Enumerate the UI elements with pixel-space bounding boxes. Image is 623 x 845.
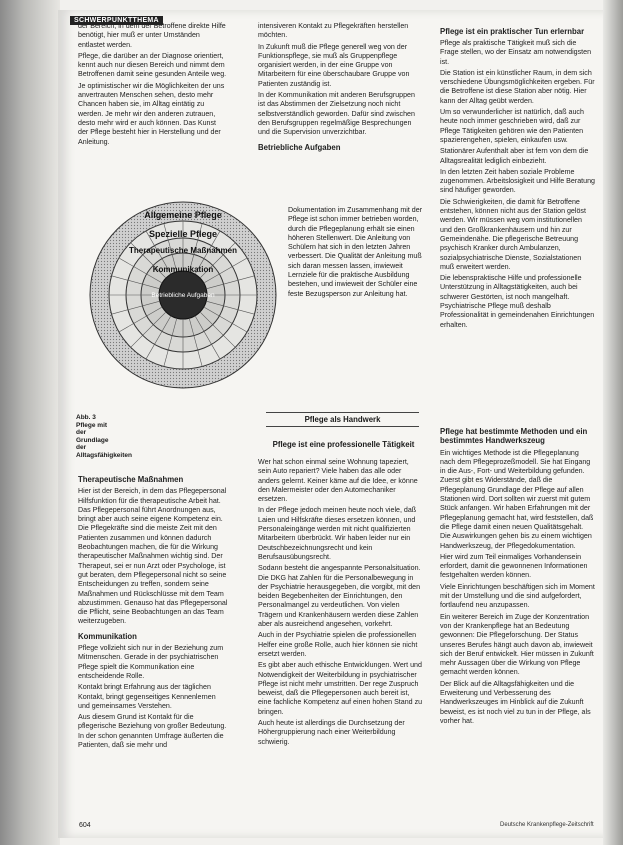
- column-1-bottom: [78, 470, 228, 752]
- paragraph: Sodann besteht die angespannte Personalsituation. Die DKG hat Zahlen für die Personalbewegung in der Psychiatrie herausgegeben, die vorgibt, mit den beiden Begebenheiten der Einrichtungen, den Personalmangel zu verdeutlichen. Von vielen Trägern und Krankenhäusern werden diese Zahlen aber als ausreichend angesehen, vorkehrt.: [258, 564, 421, 629]
- section-bar-heading: Pflege als Handwerk: [266, 412, 419, 427]
- figure-caption: Abb. 3 Pflege mit der Grundlage der Alltagsfähigkeiten: [76, 414, 132, 459]
- paragraph: Um so verwunderlicher ist natürlich, daß auch heute noch immer geschrieben wird, daß zur Pflege Tätigkeiten gehören wie den Patienten spazierengehen, spielen, einkaufen usw.: [440, 108, 584, 144]
- paragraph: Pflege als praktische Tätigkeit muß sich die Frage stellen, wo der Einsatz am notwendigsten ist.: [440, 39, 592, 66]
- paragraph: In der Kommunikation mit anderen Berufsgruppen ist das Abstimmen der Zielsetzung noch nicht selbstverständlich geworden. Dafür sind zwischen den Berufsgruppen regelmäßige Besprechungen und die Supervision unverzichtbar.: [258, 91, 415, 137]
- column-3-top: [440, 22, 595, 332]
- paragraph: In den letzten Zeit haben soziale Probleme zugenommen. Arbeitslosigkeit und Hilfe Beratung sind häufiger geworden.: [440, 167, 595, 195]
- ring-label: Allgemeine Pflege: [144, 210, 222, 220]
- rings-diagram: [88, 200, 278, 390]
- ring-label: Therapeutische Maßnahmen: [128, 246, 238, 255]
- concentric-rings-figure: [88, 200, 278, 390]
- paragraph: der Bereich, in dem der Betroffene direkte Hilfe benötigt, hier muß er unter Umständen entlastet werden.: [78, 22, 226, 49]
- paragraph: Auch heute ist allerdings die Durchsetzung der Höhergruppierung nach einer Weiterbildung schwierig.: [258, 719, 405, 746]
- section-heading: Pflege hat bestimmte Methoden und ein bestimmtes Handwerkszeug: [440, 427, 588, 446]
- paragraph: Wer hat schon einmal seine Wohnung tapeziert, sein Auto repariert? Viele haben das alle oder anders gelernt. Keiner käme auf die Idee, er könne den Malermeister oder den Automechaniker ersetzen.: [258, 458, 418, 504]
- page-number: 604: [79, 822, 91, 829]
- paragraph: Die Schwierigkeiten, die damit für Betroffene entstehen, können nicht aus der Station gelöst werden. Wir müssen weg vom institutionellen und den Großkrankenhäusern und hin zur Gemeindenähe. Die pflegerische Betreuung psychisch Kranker durch Ambulanzen, sozialpsychiatrische Dienste, Sozialstationen muß erweitert werden.: [440, 197, 586, 271]
- page-fore-edge: [603, 0, 623, 845]
- paragraph: Pflege, die darüber an der Diagnose orientiert, kennt auch nur diesen Bereich und nimmt dem Betroffenen damit seine gesunden Anteile weg.: [78, 51, 227, 79]
- section-heading: Kommunikation: [78, 631, 137, 641]
- paragraph: Stationärer Aufenthalt aber ist fern von dem die Alltagsrealität lediglich einbezieht.: [440, 147, 589, 165]
- paragraph: Pflege vollzieht sich nur in der Beziehung zum Mitmenschen. Gerade in der psychiatrischen Pflege spielt die Kommunikation eine entscheidende Rolle.: [78, 644, 224, 680]
- column-2-bottom: [258, 458, 423, 749]
- book-binding-edge: [0, 0, 60, 845]
- ring-label: Kommunikation: [152, 265, 214, 274]
- paragraph: Ein wichtiges Methode ist die Pflegeplanung nach dem Pflegeprozeßmodell. Sie hat Eingang in die Aus-, Fort- und Weiterbildung gefunden. Zuerst gibt es Widerstände, daß die Pflegeplanung Grundlage der Pflege auf allen Stationen wird. Dort sollten wir zuerst mit gutem Stück anfangen. Wir haben Erfahrungen mit der Pflegeplanung gemacht hat, wird feststellen, daß die Pflege damit einen neuen Qualitätsgehalt. Die Auswirkungen gehen bis zu einem wichtigen Handwerkszeug, der Pflegedokumentation.: [440, 448, 594, 550]
- paragraph: Ein weiterer Bereich im Zuge der Konzentration von der Krankenpflege hat an Bedeutung gewonnen: Die Pflegeforschung. Der Status unseres Berufes hängt auch davon ab, inwieweit sich der Beruf entwickelt. Hier müssen in Zukunft mehr Aussagen über die Wirkung von Pflege gemacht werden können.: [440, 612, 594, 677]
- paragraph: Der Blick auf die Alltagsfähigkeiten und die Erweiterung und Verbesserung des Handwerkszeuges im Hinblick auf die Zukunft beweist, es ist noch viel zu tun in der Pflege, als vorher hat.: [440, 679, 591, 725]
- paragraph: Es gibt aber auch ethische Entwicklungen. Wert und Notwendigkeit der Weiterbildung in psychiatrischer Pflege ist nicht mehr umstritten. Der rege Zuspruch beweist, daß die Pflegepersonen auch bereit ist, eine fachliche Kompetenz auf einen hohen Stand zu bringen.: [258, 661, 423, 716]
- paragraph: Je optimistischer wir die Möglichkeiten der uns anvertrauten Menschen sehen, desto mehr Chancen haben sie, im Alltag eintätig zu werden. Je mehr wir den anderen zutrauen, desto mehr wird er auch können. Das Kunst der Pflege besteht hier in Herstellung und der Anleitung.: [78, 81, 225, 146]
- paragraph: Hier wird zum Teil einmaliges Vorhandensein erfordert, damit die gewonnenen Informationen festgehalten werden können.: [440, 552, 588, 580]
- paragraph: Aus diesem Grund ist Kontakt für die pflegerische Beziehung von großer Bedeutung. In der schon genannten Umfrage äußerten die Patienten, daß sie mehr und: [78, 713, 227, 750]
- paragraph: Auch in der Psychiatrie spielen die professionellen Helfer eine große Rolle, auch hier können sie nicht ersetzt werden.: [258, 631, 418, 658]
- subsection-heading: Pflege ist eine professionelle Tätigkeit: [272, 440, 415, 449]
- paragraph: Viele Einrichtungen beschäftigen sich im Moment mit der Umstellung und die sind aufgefordert, fortlaufend neu anzupassen.: [440, 582, 595, 610]
- paragraph: In der Pflege jedoch meinen heute noch viele, daß Laien und Hilfskräfte dieses ersetzen können, und Personaleingänge werden mit nicht qualifizierten Mitarbeitern überbrückt. Wir haben leider nur ein Deutschbezeichnungsrecht und kein Berufsausübungsrecht.: [258, 506, 417, 561]
- column-2-top: [258, 22, 423, 155]
- section-heading: Betriebliche Aufgaben: [258, 142, 341, 152]
- paragraph: Hier ist der Bereich, in dem das Pflegepersonal Hilfsfunktion für die therapeutische Arbeit hat. Das Pflegepersonal führt Anordnungen aus, bringt aber auch seine eigene Kompetenz ein. Die Pflegekräfte sind die meiste Zeit mit den Patienten zusammen und können dadurch Beobachtungen machen, die für die Wirkung therapeutischer Maßnahmen wichtig sind. Der Therapeut, sei er nun Arzt oder Psychologe, ist gut beraten, dem Pflegepersonal nicht so seine Entscheidungen zu treffen, sondern seine Maßnahmen und Rückschlüsse mit dem Team abzustimmen. Genauso hat das Pflegepersonal die Pflicht, seine Beobachtungen an das Team weiterzugeben.: [78, 487, 228, 626]
- center-label: Betriebliche Aufgaben: [151, 292, 215, 299]
- paragraph: intensiveren Kontakt zu Pflegekräften herstellen möchten.: [258, 22, 409, 40]
- footer-journal: Deutsche Krankenpflege-Zeitschrift: [500, 822, 594, 828]
- ring-label: Spezielle Pflege: [148, 229, 218, 239]
- section-heading: Pflege ist ein praktischer Tun erlernbar: [440, 27, 585, 36]
- paragraph: Kontakt bringt Erfahrung aus der täglichen Kontakt, bringt gegenseitiges Kennenlernen und gemeinsames Verstehen.: [78, 683, 216, 710]
- paragraph: Die lebenspraktische Hilfe und professionelle Unterstützung in Alltagstätigkeiten, auch bei schwerer Gestörten, ist noch mangelhaft. Psychiatrische Pflege muß deshalb Professionalität in gemeindenahen Einrichtungen erhalten.: [440, 274, 595, 329]
- column-3-bottom: [440, 425, 595, 728]
- column-1-top: [78, 22, 228, 149]
- paragraph: Die Station ist ein künstlicher Raum, in dem sich verschiedene Übungsmöglichkeiten ergeben. Für die Betroffene ist diese Station aber nötig. Hier kann der Alltag geübt werden.: [440, 68, 595, 105]
- paragraph: In Zukunft muß die Pflege generell weg von der Funktionspflege, sie muß als Gruppenpflege organisiert werden, in der eine Gruppe von Mitarbeitern für eine überschaubare Gruppe von Patienten zuständig ist.: [258, 42, 410, 88]
- section-heading: Therapeutische Maßnahmen: [78, 475, 184, 484]
- column-2-wrapped-text: Dokumentation im Zusammenhang mit der Pflege ist schon immer betrieben worden, durch die Pflegeplanung erhält sie einen höheren Stellenwert. Die Anleitung von Schülern hat sich in den letzten Jahren verbessert. Die Qualität der Anleitung muß sich daran messen lassen, inwieweit Lernziele für die praktische Ausbildung bestehen, und inwieweit der Schüler eine feste Bezugsperson zur Anleitung hat.: [288, 206, 423, 298]
- section-tag: SCHWERPUNKTTHEMA: [70, 16, 163, 25]
